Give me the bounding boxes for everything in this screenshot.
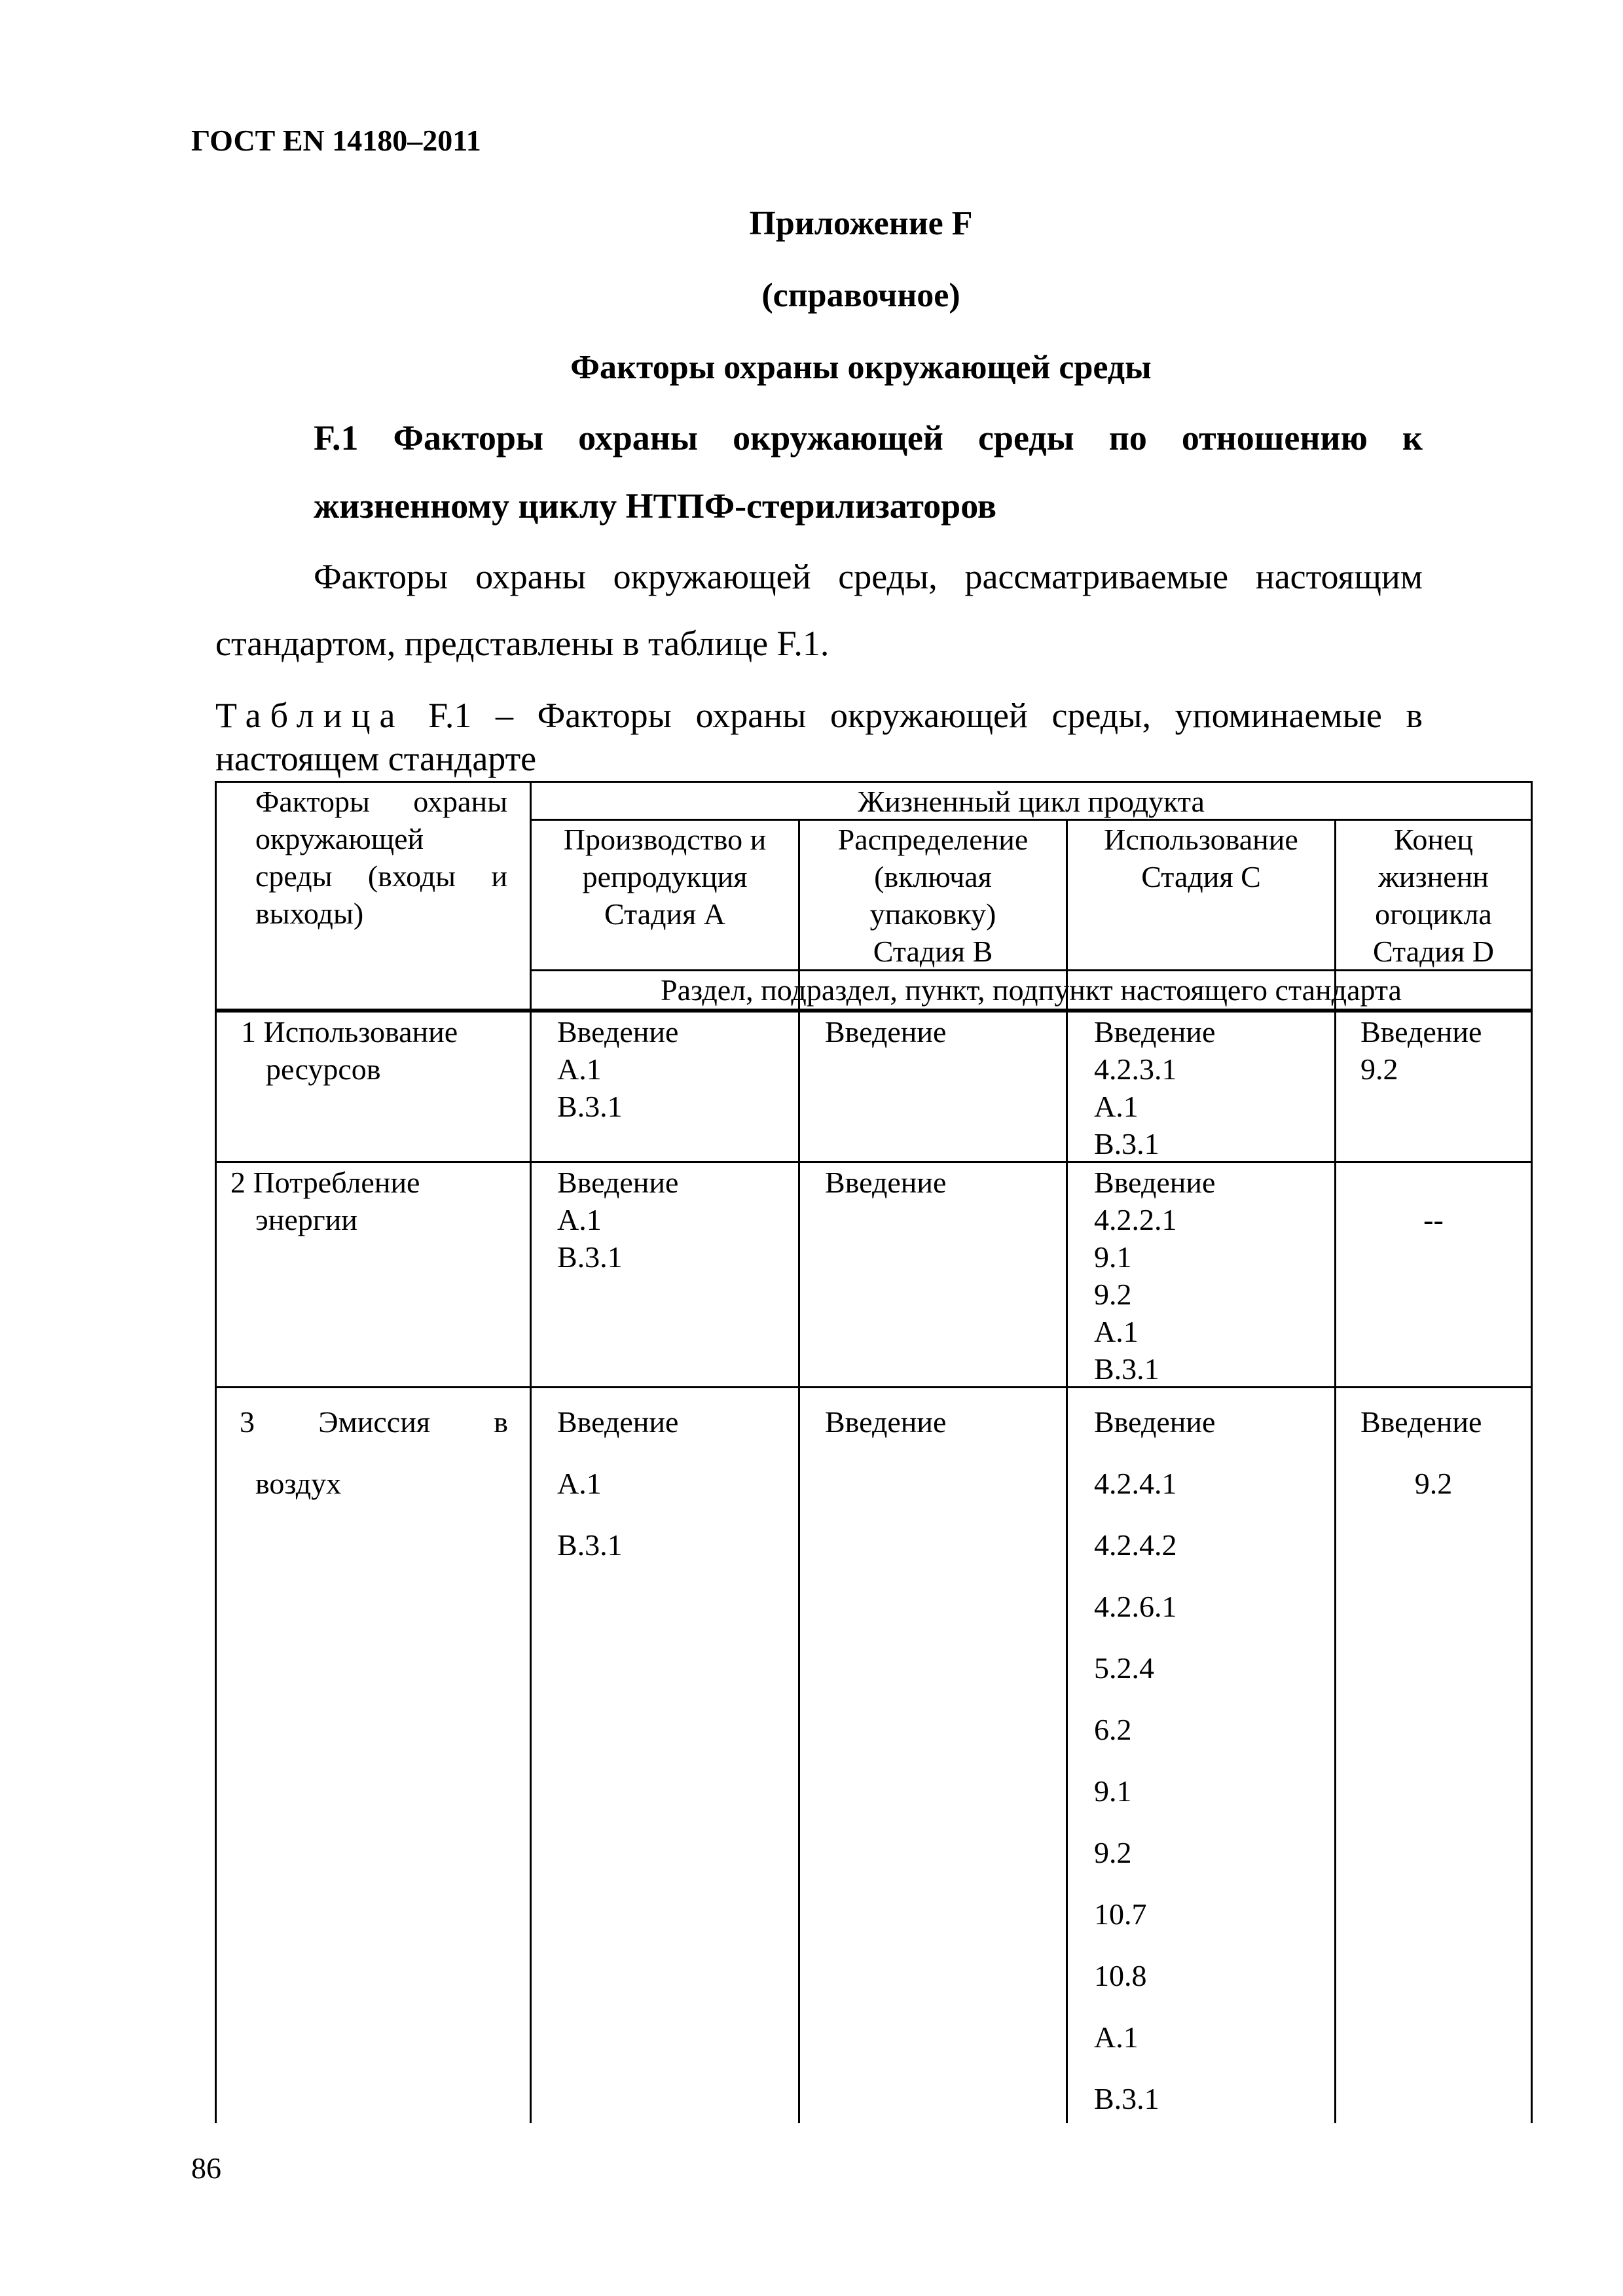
document-code: ГОСТ EN 14180–2011 [191, 124, 481, 157]
row2-d-1: -- [1423, 1203, 1444, 1236]
row3-d-2: 9.2 [1414, 1467, 1453, 1500]
header-stage-c-line2: Стадия С [1141, 860, 1261, 893]
paragraph-line1: Факторы охраны окружающей среды, рассматриваемые настоящим [314, 557, 1423, 596]
row2-c-6: В.3.1 [1094, 1352, 1159, 1386]
row1-stage-a [557, 1013, 678, 1125]
row3-factor [240, 1391, 508, 1515]
table-caption-word: Таблица [215, 696, 405, 735]
page-number: 86 [191, 2151, 221, 2185]
row3-c-5: 5.2.4 [1094, 1651, 1154, 1685]
header-stage-b [800, 821, 1066, 970]
row1-c-1: Введение [1094, 1015, 1216, 1049]
row3-a-2: А.1 [557, 1467, 602, 1500]
row1-stage-d [1360, 1013, 1482, 1088]
header-stage-d-line1: Конец [1393, 823, 1474, 856]
table-border-left [215, 781, 217, 2123]
row3-d-1: Введение [1360, 1405, 1482, 1439]
row2-c-1: Введение [1094, 1166, 1216, 1199]
row3-a-3: В.3.1 [557, 1528, 623, 1562]
row3-stage-a [557, 1391, 678, 1576]
header-stage-c [1068, 821, 1334, 895]
row3-c-10: 10.8 [1094, 1959, 1147, 1992]
table-divider-col3 [1066, 819, 1068, 2123]
row3-c-8: 9.2 [1094, 1836, 1132, 1869]
row3-c-3: 4.2.4.2 [1094, 1528, 1177, 1562]
header-stage-a-line1: Производство и [563, 823, 767, 856]
row3-factor-line2: воздух [255, 1467, 342, 1500]
row3-c-11: А.1 [1094, 2020, 1139, 2054]
row2-c-3: 9.1 [1094, 1240, 1132, 1274]
header-factors-line3: среды (входы и [255, 859, 507, 893]
header-stage-a-line2: репродукция [582, 860, 748, 893]
paragraph-line2: стандартом, представлены в таблице F.1. [215, 624, 830, 663]
table-caption-line1 [215, 695, 1423, 736]
header-stage-b-line2: (включая [874, 860, 992, 893]
header-stage-d-line4: Стадия D [1372, 935, 1495, 968]
row3-factor-num: 3 [240, 1405, 255, 1439]
row2-stage-b [825, 1164, 946, 1201]
row2-b-1: Введение [825, 1166, 947, 1199]
row1-a-2: А.1 [557, 1052, 602, 1086]
header-stage-b-line3: упаковку) [869, 897, 996, 931]
header-factors-line2: окружающей [255, 822, 424, 855]
header-stage-a [532, 821, 798, 933]
header-stage-b-line4: Стадия В [873, 935, 993, 968]
header-factors-line1: Факторы охраны [255, 785, 507, 818]
table-rule-row1 [215, 1161, 1533, 1163]
row2-c-5: А.1 [1094, 1315, 1139, 1348]
row3-factor-word1: Эмиссия [318, 1405, 430, 1439]
row1-factor [241, 1013, 458, 1088]
table-caption-rest: F.1 – Факторы охраны окружающей среды, упоминаемые в [428, 696, 1423, 735]
row1-b-1: Введение [825, 1015, 947, 1049]
row1-c-3: А.1 [1094, 1090, 1139, 1123]
row3-c-7: 9.1 [1094, 1774, 1132, 1808]
row2-c-4: 9.2 [1094, 1278, 1132, 1311]
header-stage-d-line3: огоцикла [1375, 897, 1492, 931]
header-section-ref: Раздел, подраздел, пункт, подпункт настоящего стандарта [661, 973, 1402, 1007]
row1-a-1: Введение [557, 1015, 679, 1049]
row1-stage-c [1094, 1013, 1215, 1162]
row3-c-12: В.3.1 [1094, 2082, 1159, 2115]
header-lifecycle: Жизненный цикл продукта [858, 785, 1205, 818]
row3-c-2: 4.2.4.1 [1094, 1467, 1177, 1500]
row3-factor-word2: в [494, 1405, 508, 1439]
header-stage-b-line1: Распределение [837, 823, 1029, 856]
row1-factor-line2: ресурсов [266, 1052, 381, 1086]
row2-a-3: В.3.1 [557, 1240, 623, 1274]
row3-a-1: Введение [557, 1405, 679, 1439]
annex-title: Приложение F [749, 205, 973, 242]
section-heading-line2: жизненному циклу НТПФ-стерилизаторов [314, 486, 997, 526]
row3-stage-c [1094, 1391, 1215, 2130]
row2-factor-line1: 2 Потребление [230, 1166, 420, 1199]
row2-stage-d [1336, 1201, 1531, 1238]
row2-a-1: Введение [557, 1166, 679, 1199]
row2-stage-a [557, 1164, 678, 1276]
row2-a-2: А.1 [557, 1203, 602, 1236]
header-stage-c-line1: Использование [1104, 823, 1298, 856]
row2-c-2: 4.2.2.1 [1094, 1203, 1177, 1236]
table-rule-header-end [215, 1009, 1533, 1013]
row1-d-1: Введение [1360, 1015, 1482, 1049]
row3-stage-b [825, 1391, 946, 1453]
table-border-right [1531, 781, 1533, 2123]
row2-stage-c [1094, 1164, 1215, 1388]
annex-type: (справочное) [761, 277, 960, 314]
row1-a-3: В.3.1 [557, 1090, 623, 1123]
row3-c-4: 4.2.6.1 [1094, 1590, 1177, 1623]
row3-c-6: 6.2 [1094, 1713, 1132, 1746]
row3-c-9: 10.7 [1094, 1897, 1147, 1931]
row3-c-1: Введение [1094, 1405, 1216, 1439]
row2-factor-line2: энергии [255, 1203, 357, 1236]
table-caption-line2: настоящем стандарте [215, 739, 537, 778]
row1-c-4: В.3.1 [1094, 1127, 1159, 1160]
row1-factor-line1: 1 Использование [241, 1015, 458, 1049]
table-divider-col2 [798, 819, 800, 2123]
header-stage-a-line3: Стадия А [604, 897, 726, 931]
row2-factor [230, 1164, 420, 1238]
header-factors [255, 783, 507, 932]
row3-b-1: Введение [825, 1405, 947, 1439]
row1-d-2: 9.2 [1360, 1052, 1398, 1086]
row1-stage-b [825, 1013, 946, 1050]
row1-c-2: 4.2.3.1 [1094, 1052, 1177, 1086]
header-stage-d [1336, 821, 1531, 970]
row3-stage-d [1336, 1391, 1531, 1515]
header-factors-line4: выходы) [255, 897, 364, 930]
section-heading-line1: F.1 Факторы охраны окружающей среды по отношению к [314, 418, 1423, 457]
annex-name: Факторы охраны окружающей среды [570, 349, 1152, 386]
row3-factor-line1 [240, 1391, 508, 1453]
header-stage-d-line2: жизненн [1378, 860, 1489, 893]
table-rule-row2 [215, 1386, 1533, 1388]
